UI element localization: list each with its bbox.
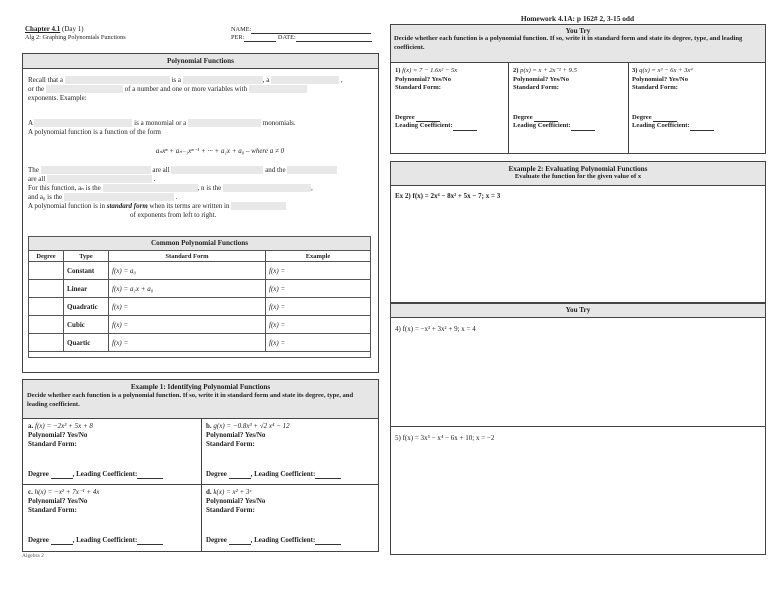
- recall-text: ,: [340, 76, 343, 84]
- leading-coef-label: Leading Coefficient:: [513, 122, 571, 129]
- leading-coef-label: , Leading Coefficient:: [72, 470, 138, 478]
- polynomial-question: Polynomial? Yes/No: [632, 75, 688, 83]
- chapter-header: [25, 25, 84, 34]
- notes-title: Polynomial Functions: [23, 54, 378, 69]
- table-row: [29, 316, 371, 334]
- polynomial-question: Polynomial? Yes/No: [28, 497, 88, 505]
- monomial-text: is a monomial or a: [134, 119, 187, 127]
- footer: Algebra 2: [22, 553, 44, 559]
- example2-title: Example 2: Evaluating Polynomial Functions: [508, 165, 648, 173]
- standard-form-label: Standard Form:: [632, 84, 678, 91]
- monomial-text: [28, 119, 373, 137]
- recall-text: , a: [262, 76, 270, 84]
- coef-text: ,: [311, 184, 313, 192]
- standard-form-label: Standard Form:: [206, 506, 255, 514]
- form-cell[interactable]: f(x) =: [109, 298, 266, 316]
- item-function: f(x) = 7 − 1.6x² − 5x: [402, 67, 458, 74]
- degree-label: Degree: [28, 536, 49, 544]
- you-try1-title: You Try: [565, 27, 591, 35]
- blank[interactable]: [103, 184, 198, 192]
- recall-text: Recall that a: [28, 76, 63, 84]
- coef-text: For this function, aₙ is the: [28, 184, 101, 192]
- blank[interactable]: [47, 175, 152, 183]
- polynomial-question: Polynomial? Yes/No: [513, 75, 569, 83]
- you-try2-box: [390, 303, 766, 555]
- coef-text: are all: [28, 175, 46, 183]
- item-function: k(x) = x² + 3ˣ: [213, 488, 252, 496]
- degree-cell[interactable]: [29, 316, 64, 334]
- standard-form-label: Standard Form:: [28, 506, 77, 514]
- example-cell[interactable]: f(x) =: [266, 262, 371, 280]
- blank[interactable]: [183, 76, 263, 84]
- example2-box: [390, 161, 766, 303]
- chapter-label: Chapter 4.1: [25, 25, 61, 33]
- leading-coef-label: , Leading Coefficient:: [250, 470, 316, 478]
- polynomial-question: Polynomial? Yes/No: [206, 431, 266, 439]
- item-function: q(x) = x³ − 6x + 3x⁴: [639, 67, 693, 74]
- coef-text: are all: [152, 166, 170, 174]
- name-field[interactable]: [231, 26, 371, 34]
- example1-title: Example 1: Identifying Polynomial Functions: [130, 383, 271, 391]
- item-label: d.: [206, 488, 212, 496]
- table-row: [29, 262, 371, 280]
- example-cell[interactable]: f(x) =: [266, 316, 371, 334]
- table-row: [29, 280, 371, 298]
- blank[interactable]: [188, 119, 261, 127]
- general-formula: aₙxⁿ + aₙ₋₁xⁿ⁻¹ + ··· + a₁x + a₀ – where a ≠ 0: [155, 147, 285, 155]
- example2-problem[interactable]: Ex 2) f(x) = 2x⁴ − 8x² + 5x − 7; x = 3: [395, 192, 501, 200]
- example1-item-b[interactable]: [202, 419, 378, 482]
- date-label: DATE:: [277, 34, 296, 41]
- type-cell: Cubic: [64, 316, 109, 334]
- item-function: f(x) = −2x³ + 5x + 8: [35, 422, 93, 430]
- course-title: Alg 2: Graphing Polynomials Functions: [25, 34, 126, 41]
- monomial-text: monomials.: [262, 119, 296, 127]
- type-cell: Linear: [64, 280, 109, 298]
- form-cell: f(x) = a₁x + a₀: [109, 280, 266, 298]
- example1-header: [23, 380, 378, 419]
- degree-label: Degree: [513, 113, 533, 121]
- polynomial-question: Polynomial? Yes/No: [28, 431, 88, 439]
- example2-header: [391, 162, 765, 186]
- degree-label: Degree: [28, 470, 49, 478]
- notes-text: [28, 76, 373, 103]
- example-cell[interactable]: f(x) =: [266, 280, 371, 298]
- example2-subtitle: Evaluate the function for the given value of x: [514, 173, 642, 180]
- leading-coef-label: Leading Coefficient:: [395, 122, 453, 129]
- recall-text: or the: [28, 85, 45, 93]
- standard-text: A polynomial function is in: [28, 202, 105, 210]
- example-cell[interactable]: f(x) =: [266, 298, 371, 316]
- type-cell: Constant: [64, 262, 109, 280]
- blank[interactable]: [41, 166, 151, 174]
- type-cell: Quartic: [64, 334, 109, 352]
- poly-definition: A polynomial function is a function of the form: [28, 128, 161, 136]
- degree-label: Degree: [206, 536, 227, 544]
- name-label: NAME:: [231, 26, 252, 33]
- coef-text: and the: [265, 166, 286, 174]
- header-degree: Degree: [29, 251, 64, 262]
- standard-text: of exponents from left to right.: [130, 211, 217, 219]
- you-try1-instructions: Decide whether each function is a polynomial function. If so, write it in standard form and state its degree, type, and leading coefficient.: [394, 35, 743, 51]
- recall-text: exponents. Example:: [28, 94, 87, 102]
- homework-assignment: Homework 4.1A: p 162# 2, 3-15 odd: [520, 14, 635, 23]
- you-try-item-1[interactable]: [391, 64, 509, 134]
- blank[interactable]: [171, 166, 263, 174]
- blank[interactable]: [46, 85, 123, 93]
- coefficient-text: [28, 166, 373, 220]
- item-label: c.: [28, 488, 33, 496]
- polynomial-question: Polynomial? Yes/No: [395, 75, 451, 83]
- item-function: g(x) = −0.8x³ + √2 x⁴ − 12: [213, 422, 290, 430]
- standard-form-label: Standard Form:: [28, 440, 77, 448]
- blank[interactable]: [231, 202, 286, 210]
- problem-5[interactable]: 5) f(x) = 3x⁵ − x⁴ − 6x + 10; x = −2: [395, 434, 495, 442]
- degree-cell[interactable]: [29, 262, 64, 280]
- example1-item-c[interactable]: [24, 485, 202, 548]
- coef-text: , n is the: [197, 184, 222, 192]
- coef-text: The: [28, 166, 39, 174]
- form-cell: f(x) = a₀: [109, 262, 266, 280]
- degree-label: Degree: [632, 113, 652, 121]
- item-label: 1): [395, 67, 401, 74]
- common-polynomials-table: [28, 236, 371, 358]
- item-function: p(x) = x + 2x⁻² + 9.5: [520, 67, 577, 74]
- blank[interactable]: [65, 76, 170, 84]
- header-type: Type: [64, 251, 109, 262]
- blank[interactable]: [64, 193, 174, 201]
- table-row: [29, 298, 371, 316]
- standard-form-label: Standard Form:: [206, 440, 255, 448]
- you-try-item-2[interactable]: [509, 64, 629, 134]
- monomial-text: A: [28, 119, 33, 127]
- example1-item-a[interactable]: [24, 419, 202, 482]
- form-cell[interactable]: f(x) =: [109, 334, 266, 352]
- header-standard-form: Standard Form: [109, 251, 266, 262]
- standard-form-label: Standard Form:: [395, 84, 441, 91]
- blank[interactable]: [34, 119, 132, 127]
- leading-coef-label: Leading Coefficient:: [632, 122, 690, 129]
- blank[interactable]: [223, 184, 311, 192]
- per-date-field[interactable]: [231, 34, 372, 42]
- header-example: Example: [266, 251, 371, 262]
- leading-coef-label: , Leading Coefficient:: [250, 536, 316, 544]
- item-function: h(x) = −x² + 7x⁻¹ + 4x: [34, 488, 100, 496]
- coef-text: .: [153, 175, 156, 183]
- recall-text: of a number and one or more variables with: [124, 85, 248, 93]
- example1-instructions: Decide whether each function is a polynomial function. If so, write it in standard form and state its degree, type, and leading coefficient.: [27, 392, 354, 408]
- table-row: [29, 334, 371, 352]
- you-try2-title: You Try: [391, 304, 765, 318]
- example1-item-d[interactable]: [202, 485, 378, 548]
- type-cell: Quadratic: [64, 298, 109, 316]
- per-label: PER:: [231, 34, 245, 41]
- degree-cell[interactable]: [29, 334, 64, 352]
- item-label: 3): [632, 67, 638, 74]
- degree-cell[interactable]: [29, 280, 64, 298]
- blank[interactable]: [249, 85, 307, 93]
- standard-form-label: Standard Form:: [513, 84, 559, 91]
- leading-coef-label: , Leading Coefficient:: [72, 536, 138, 544]
- table-title: Common Polynomial Functions: [29, 237, 370, 251]
- item-label: a.: [28, 422, 34, 430]
- standard-form-term: standard form: [106, 202, 148, 210]
- coef-text: .: [175, 193, 178, 201]
- form-cell[interactable]: f(x) =: [109, 316, 266, 334]
- item-label: 2): [513, 67, 519, 74]
- degree-label: Degree: [206, 470, 227, 478]
- problem-4[interactable]: 4) f(x) = −x³ + 3x² + 9; x = 4: [391, 318, 765, 427]
- you-try1-header: [391, 25, 765, 63]
- item-label: b.: [206, 422, 212, 430]
- polynomial-question: Polynomial? Yes/No: [206, 497, 266, 505]
- degree-cell[interactable]: [29, 298, 64, 316]
- blank[interactable]: [287, 166, 337, 174]
- standard-text: when its terms are written in: [149, 202, 230, 210]
- day-label: (Day 1): [62, 25, 84, 33]
- you-try-item-3[interactable]: [628, 64, 764, 134]
- table-header-row: [29, 251, 371, 262]
- degree-label: Degree: [395, 113, 415, 121]
- blank[interactable]: [271, 76, 339, 84]
- recall-text: is a: [171, 76, 182, 84]
- coef-text: and a₀ is the: [28, 193, 63, 201]
- example-cell[interactable]: f(x) =: [266, 334, 371, 352]
